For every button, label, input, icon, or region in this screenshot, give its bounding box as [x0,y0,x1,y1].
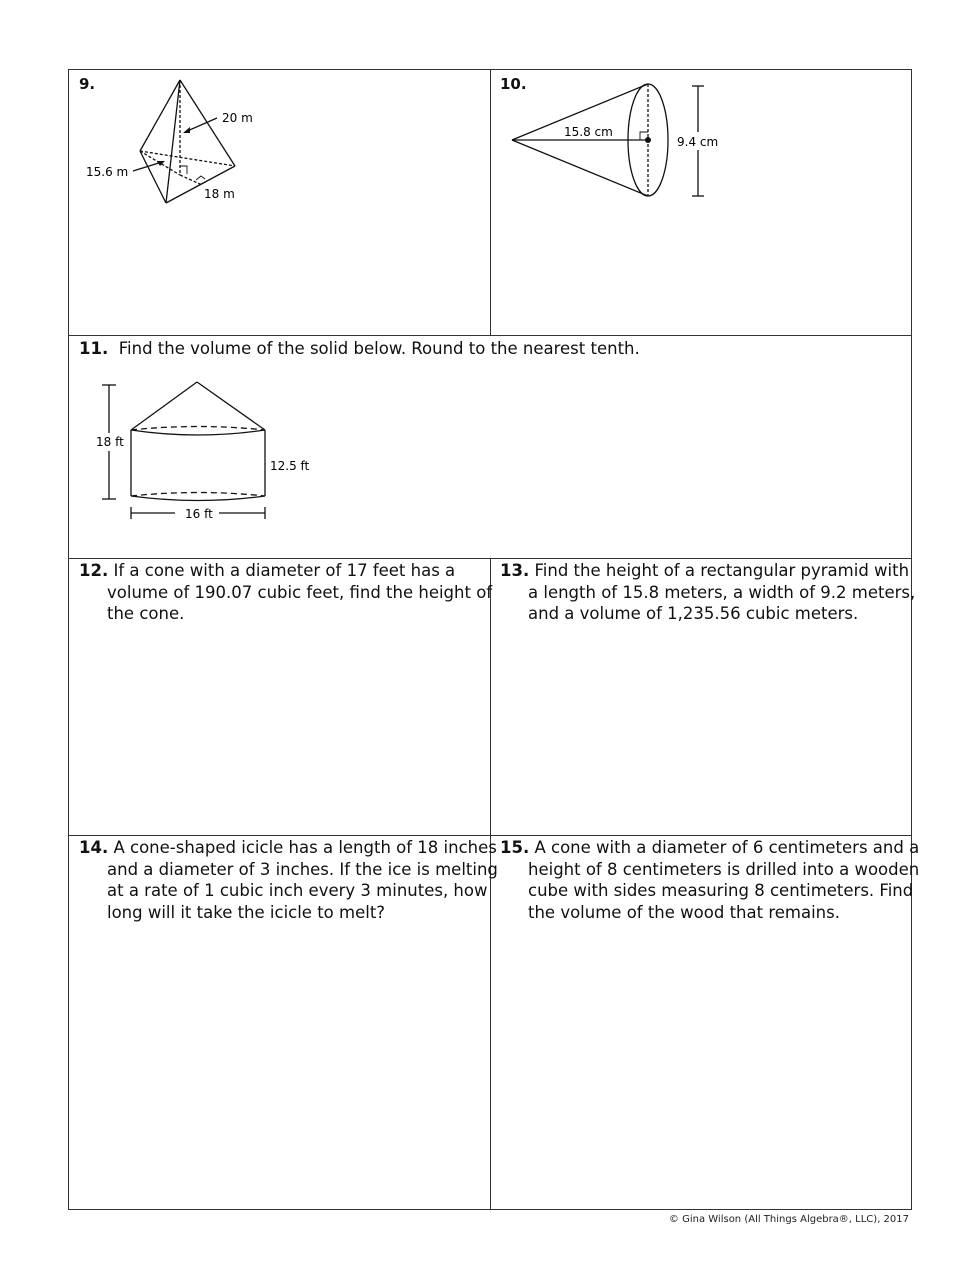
problem-15-text: A cone with a diameter of 6 centimeters and a height of 8 centimeters is drilled into a wooden cube with sides measuring 8 centimeters. Find the volume of the wood that remains. [528,838,920,922]
problem-11-number: 11. [79,339,109,358]
problem-12-text: If a cone with a diameter of 17 feet has a volume of 190.07 cubic feet, find the height of the cone. [107,561,493,623]
problem-11-cell [69,335,911,558]
problem-10-number: 10. [500,75,527,93]
problem-11-text: Find the volume of the solid below. Round to the nearest tenth. [118,339,640,358]
problem-13-cell [490,558,916,835]
diameter-label: 16 ft [185,507,213,521]
cone-cylinder-figure [69,365,329,545]
problem-15-number: 15. [500,838,530,857]
pyramid-slant-label: 20 m [222,111,253,125]
cone-figure [490,70,770,210]
problem-14-cell [69,835,498,1210]
pyramid-side-label: 15.6 m [86,165,129,179]
problem-14-prompt [79,837,499,923]
problem-13-prompt [500,560,924,625]
problem-12-cell [69,558,493,835]
problem-12-prompt [79,560,507,625]
problem-14-number: 14. [79,838,109,857]
cone-slant-label: 15.8 cm [564,125,613,139]
problem-15-cell [490,835,920,1210]
problem-12-number: 12. [79,561,109,580]
problem-15-prompt [500,837,924,923]
pyramid-base-label: 18 m [204,187,235,201]
pyramid-figure [81,70,281,220]
problem-13-text: Find the height of a rectangular pyramid with a length of 15.8 meters, a width of 9.2 meters, and a volume of 1,235.56 cubic meters. [528,561,916,623]
problem-9-cell [69,70,490,335]
problem-10-cell [490,70,911,335]
total-height-label: 18 ft [96,435,124,449]
cone-diameter-label: 9.4 cm [677,135,719,149]
cylinder-height-label: 12.5 ft [270,459,310,473]
problem-11-prompt [79,338,640,360]
problem-9-number: 9. [79,75,96,93]
worksheet-grid [68,69,920,1210]
copyright-footer: © Gina Wilson (All Things Algebra®, LLC), 2017 [668,1214,909,1225]
problem-13-number: 13. [500,561,530,580]
problem-14-text: A cone-shaped icicle has a length of 18 inches and a diameter of 3 inches. If the ice is melting at a rate of 1 cubic inch every 3 minutes, how long will it take the icicle to melt? [107,838,498,922]
